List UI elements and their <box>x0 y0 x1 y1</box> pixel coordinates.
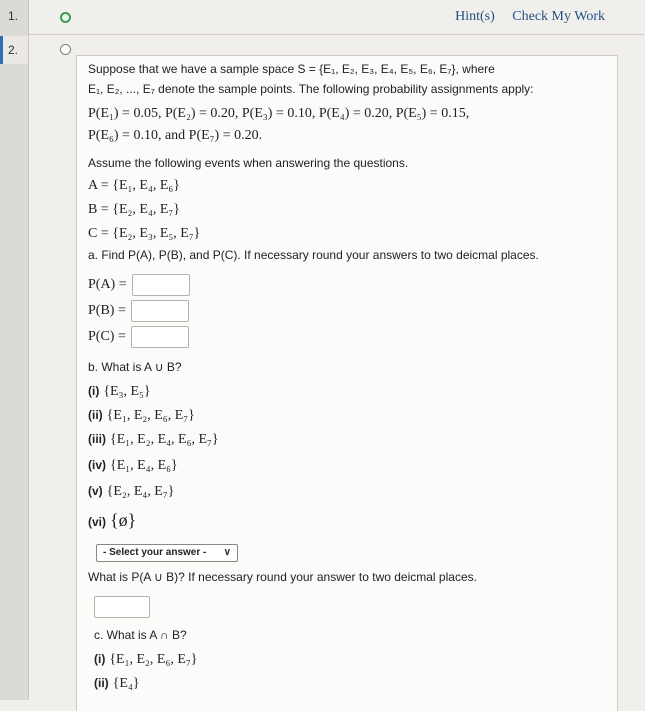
option-label: (v) <box>88 484 103 498</box>
option-label: (iv) <box>88 458 106 472</box>
question-rail <box>0 0 29 700</box>
check-my-work-link[interactable]: Check My Work <box>512 9 605 24</box>
part-c-prompt <box>88 628 187 642</box>
option-set: {ø} <box>110 510 137 530</box>
option-label: (ii) <box>94 676 109 690</box>
option-label: (ii) <box>88 408 103 422</box>
option-set: {E₁, E₂, E₆, E₇} <box>106 408 195 423</box>
probability-line-1: P(E₁) = 0.05, P(E₂) = 0.20, P(E₃) = 0.10, P(E₄) = 0.20, P(E₅) = 0.15, <box>88 106 470 121</box>
option-label: (iii) <box>88 432 106 446</box>
event-c: C = {E₂, E₃, E₅, E₇} <box>88 226 201 241</box>
pc-row <box>88 326 189 348</box>
intro-line-1: Suppose that we have a sample space S = {E₁, E₂, E₃, E₄, E₅, E₆, E₇}, where <box>88 62 495 76</box>
union-answer-select[interactable] <box>96 544 238 562</box>
hints-link[interactable]: Hint(s) <box>455 9 495 24</box>
question-2-number[interactable]: 2. <box>8 43 19 57</box>
union-probability-input[interactable] <box>94 596 150 618</box>
option-set: {E₂, E₄, E₇} <box>106 484 175 499</box>
option-set: {E₁, E₂, E₆, E₇} <box>109 652 198 667</box>
pb-input[interactable] <box>131 300 189 322</box>
part-b-option-6 <box>88 510 136 531</box>
option-set: {E₁, E₂, E₄, E₆, E₇} <box>110 432 219 447</box>
question-1-status-icon <box>60 12 71 23</box>
event-a: A = {E₁, E₄, E₆} <box>88 178 180 193</box>
part-c-prompt-text: c. What is A ∩ B? <box>94 628 187 642</box>
pc-label: P(C) = <box>88 329 126 345</box>
question-2-status-icon <box>60 44 71 55</box>
select-value: - Select your answer - <box>103 547 207 558</box>
question-1-number[interactable]: 1. <box>8 9 19 23</box>
pb-label: P(B) = <box>88 303 126 319</box>
option-label: (i) <box>88 384 100 398</box>
option-set: {E₁, E₄, E₆} <box>110 458 178 473</box>
chevron-down-icon: ∨ <box>223 547 231 558</box>
part-b-option-5 <box>88 484 174 500</box>
probability-line-2: P(E₆) = 0.10, and P(E₇) = 0.20. <box>88 128 263 143</box>
pc-input[interactable] <box>131 326 189 348</box>
option-label: (i) <box>94 652 106 666</box>
part-c-option-2 <box>88 676 140 692</box>
part-b-option-2 <box>88 408 195 424</box>
part-b-prompt: b. What is A ∪ B? <box>88 360 182 374</box>
intro-line-2: E₁, E₂, ..., E₇ denote the sample points. The following probability assignments apply: <box>88 82 534 96</box>
pa-row <box>88 274 190 296</box>
union-probability-row <box>88 596 150 618</box>
option-set: {E₄} <box>112 676 140 691</box>
question-toolbar <box>441 9 605 25</box>
part-c-option-1 <box>88 652 198 668</box>
part-b-option-3 <box>88 432 219 448</box>
pa-input[interactable] <box>132 274 190 296</box>
pa-label: P(A) = <box>88 277 127 293</box>
option-label: (vi) <box>88 515 106 529</box>
question-panel <box>76 55 618 711</box>
pb-row <box>88 300 189 322</box>
option-set: {E₃, E₅} <box>103 384 151 399</box>
question-divider <box>29 34 645 35</box>
part-a-prompt: a. Find P(A), P(B), and P(C). If necessary round your answers to two deicmal places. <box>88 248 539 262</box>
part-b-option-1 <box>88 384 151 400</box>
part-b-probability-prompt: What is P(A ∪ B)? If necessary round your answer to two deicmal places. <box>88 570 477 584</box>
part-b-option-4 <box>88 458 178 474</box>
assume-text: Assume the following events when answering the questions. <box>88 156 409 170</box>
event-b: B = {E₂, E₄, E₇} <box>88 202 180 217</box>
